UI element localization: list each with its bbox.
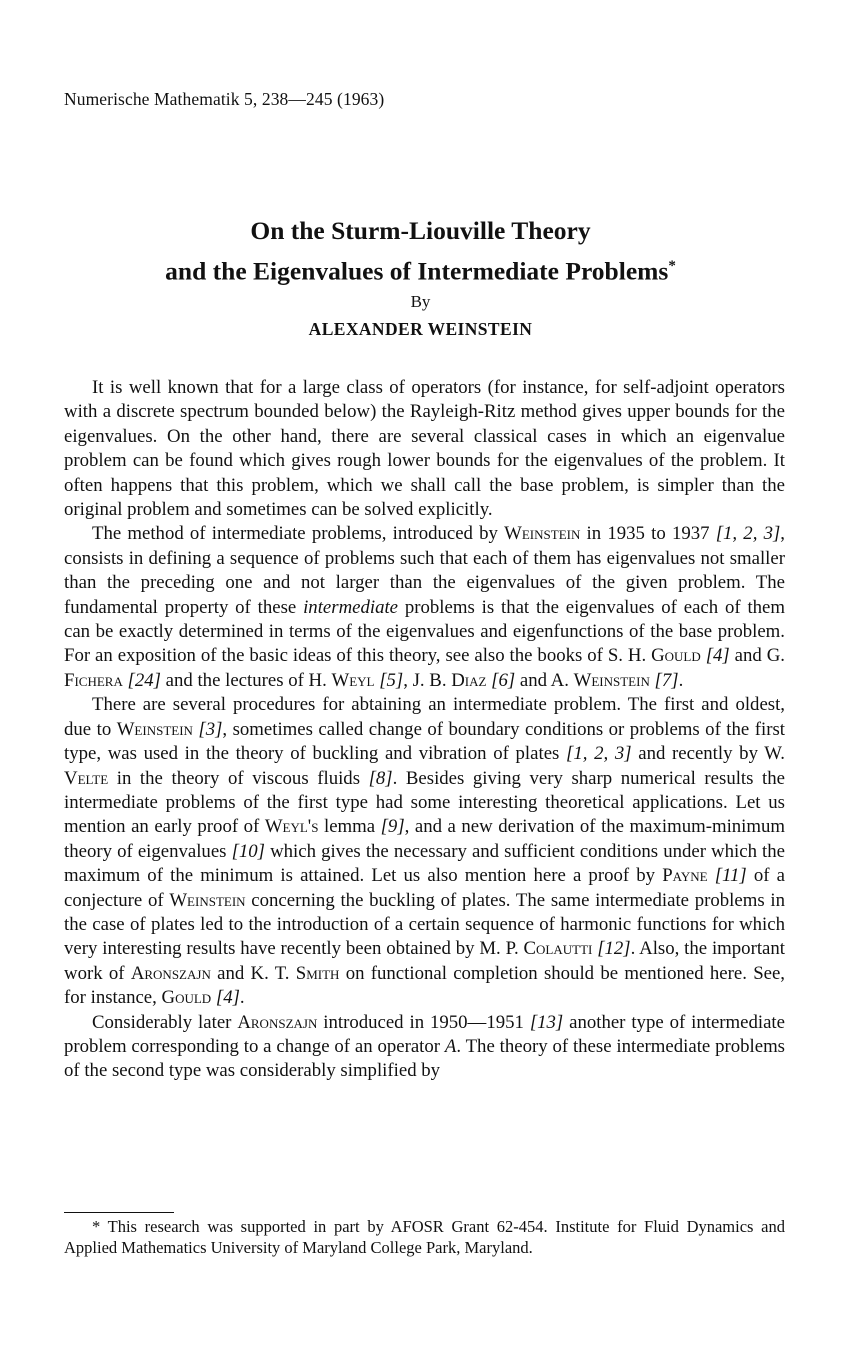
text-run: .	[239, 987, 245, 1009]
italic-text: [10]	[231, 840, 265, 862]
italic-text: [4]	[215, 987, 240, 1009]
italic-text: [12]	[597, 938, 631, 960]
text-run: , consists in defining a sequence of problems such that each of them has eigenvalues not smaller than the preceding one and not larger than the eigenvalues of the given problem. The fundamental property of these	[64, 523, 785, 618]
footnote-rule	[64, 1212, 174, 1213]
italic-text: [4]	[705, 645, 730, 667]
author-name-ref: Velte	[64, 767, 109, 789]
author-name-ref: Gould	[161, 987, 212, 1009]
italic-text: [13]	[529, 1011, 564, 1033]
author-name-ref: Weinstein	[573, 669, 650, 691]
text-run: and A.	[515, 669, 574, 691]
author-name-ref: Colautti	[523, 938, 593, 960]
author-name-ref: Weinstein	[504, 523, 581, 545]
text-run: The method of intermediate problems, introduced by	[92, 523, 505, 545]
author-name-ref: Weyl	[331, 669, 375, 691]
text-run: There are several procedures for abtaining an intermediate problem. The first and oldest, due to	[64, 694, 785, 740]
text-run: and G.	[729, 645, 785, 667]
author-name-ref: Smith	[295, 962, 340, 984]
text-run: lemma	[318, 816, 381, 838]
italic-text: [8]	[368, 767, 393, 789]
italic-text: [9]	[380, 816, 405, 838]
text-run: . The theory of these intermediate problems of the second type was considerably simplified by	[64, 1035, 785, 1082]
text-run: which gives the necessary and sufficient conditions under which the maximum of the minimum is attained. Let us also mention here a proof by	[64, 840, 785, 887]
italic-text: [5]	[379, 669, 404, 691]
author-name: ALEXANDER WEINSTEIN	[308, 319, 533, 339]
author-name-ref: Aronszajn	[237, 1011, 318, 1033]
text-run: . Also, the important work of	[64, 938, 785, 984]
author-name-ref: Payne	[662, 865, 708, 887]
text-run: It is well known that for a large class of operators (for instance, for self-adjoint operators with a discrete spectrum bounded below) the Rayleigh-Ritz method gives upper bounds for the eigenvalues. On the other hand, there are several classical cases in which an eigenvalue problem can be found which gives rough lower bounds for the eigenvalues of the problem. It often happens that this problem, which we shall call the base problem, is simpler than the original problem and sometimes can be solved explicitly.	[64, 377, 785, 521]
text-run: in 1935 to 1937	[580, 523, 716, 545]
text-run: on functional completion should be mentioned here. See, for instance,	[64, 962, 786, 1009]
author-name-ref: Gould	[651, 645, 701, 667]
text-run: another type of intermediate problem corresponding to a change of an operator	[64, 1011, 785, 1057]
italic-text: A	[444, 1035, 457, 1057]
author-name-ref: Weinstein	[116, 718, 193, 740]
paragraph-4	[64, 1011, 785, 1084]
by-label: By	[410, 292, 431, 311]
text-run	[708, 865, 715, 886]
paragraph-3	[64, 693, 785, 1010]
italic-text: [6]	[491, 669, 516, 691]
italic-text: [11]	[714, 865, 747, 887]
italic-text: [24]	[127, 669, 161, 691]
text-run: . Besides giving very sharp numerical results the intermediate problems of the first type had some interesting theoretical applications. Let us mention an early proof of	[64, 767, 785, 838]
author-name-ref: Weinstein	[169, 889, 246, 911]
text-run: and recently by W.	[631, 743, 785, 765]
text-run: Considerably later	[92, 1011, 238, 1033]
title-line-1: On the Sturm-Liouville Theory	[250, 216, 591, 245]
journal-citation: Numerische Mathematik 5, 238—245 (1963)	[64, 89, 385, 109]
text-run: and K. T.	[210, 962, 296, 984]
text-run: , sometimes called change of boundary conditions or problems of the first type, was used in the theory of buckling and vibration of plates	[64, 718, 785, 765]
author-name-ref: Aronszajn	[130, 962, 211, 984]
text-run: concerning the buckling of plates. The same intermediate problems in the case of plates led to the introduction of a certain sequence of harmonic functions for which very interesting results have recently been obtained by M. P.	[64, 889, 785, 960]
title-line-2-text: and the Eigenvalues of Intermediate Problems	[165, 256, 669, 286]
text-run: , and a new derivation of the maximum-minimum theory of eigenvalues	[64, 816, 786, 862]
footnote: * This research was supported in part by AFOSR Grant 62-454. Institute for Fluid Dynamics and Applied Mathematics University of Maryland College Park, Maryland.	[64, 1217, 785, 1257]
author-name-ref: Diaz	[451, 669, 487, 691]
text-run: problems is that the eigenvalues of each of them can be exactly determined in terms of the eigenvalues and eigenfunctions of the base problem. For an exposition of the basic ideas of this theory, see also the books of S. H.	[64, 596, 786, 667]
paragraph-2	[64, 522, 785, 693]
text-run: introduced in 1950—1951	[317, 1011, 530, 1033]
italic-text: [7]	[654, 669, 679, 691]
paragraph-1	[64, 376, 785, 522]
title-footnote-mark: *	[668, 258, 676, 274]
text-run: in the theory of viscous fluids	[108, 767, 369, 789]
text-run: and the lectures of H.	[160, 669, 332, 691]
text-run: of a conjecture of	[64, 865, 785, 911]
text-run: , J. B.	[403, 669, 452, 691]
author-name-ref: Weyl's	[264, 816, 319, 838]
title-line-2	[0, 249, 841, 289]
author-name-ref: Fichera	[64, 669, 123, 691]
italic-text: [3]	[198, 718, 223, 740]
text-run: .	[678, 669, 684, 691]
italic-text: [1, 2, 3]	[566, 743, 632, 765]
italic-text: [1, 2, 3]	[715, 523, 781, 545]
article-body	[64, 376, 785, 1084]
italic-text: intermediate	[303, 596, 399, 618]
